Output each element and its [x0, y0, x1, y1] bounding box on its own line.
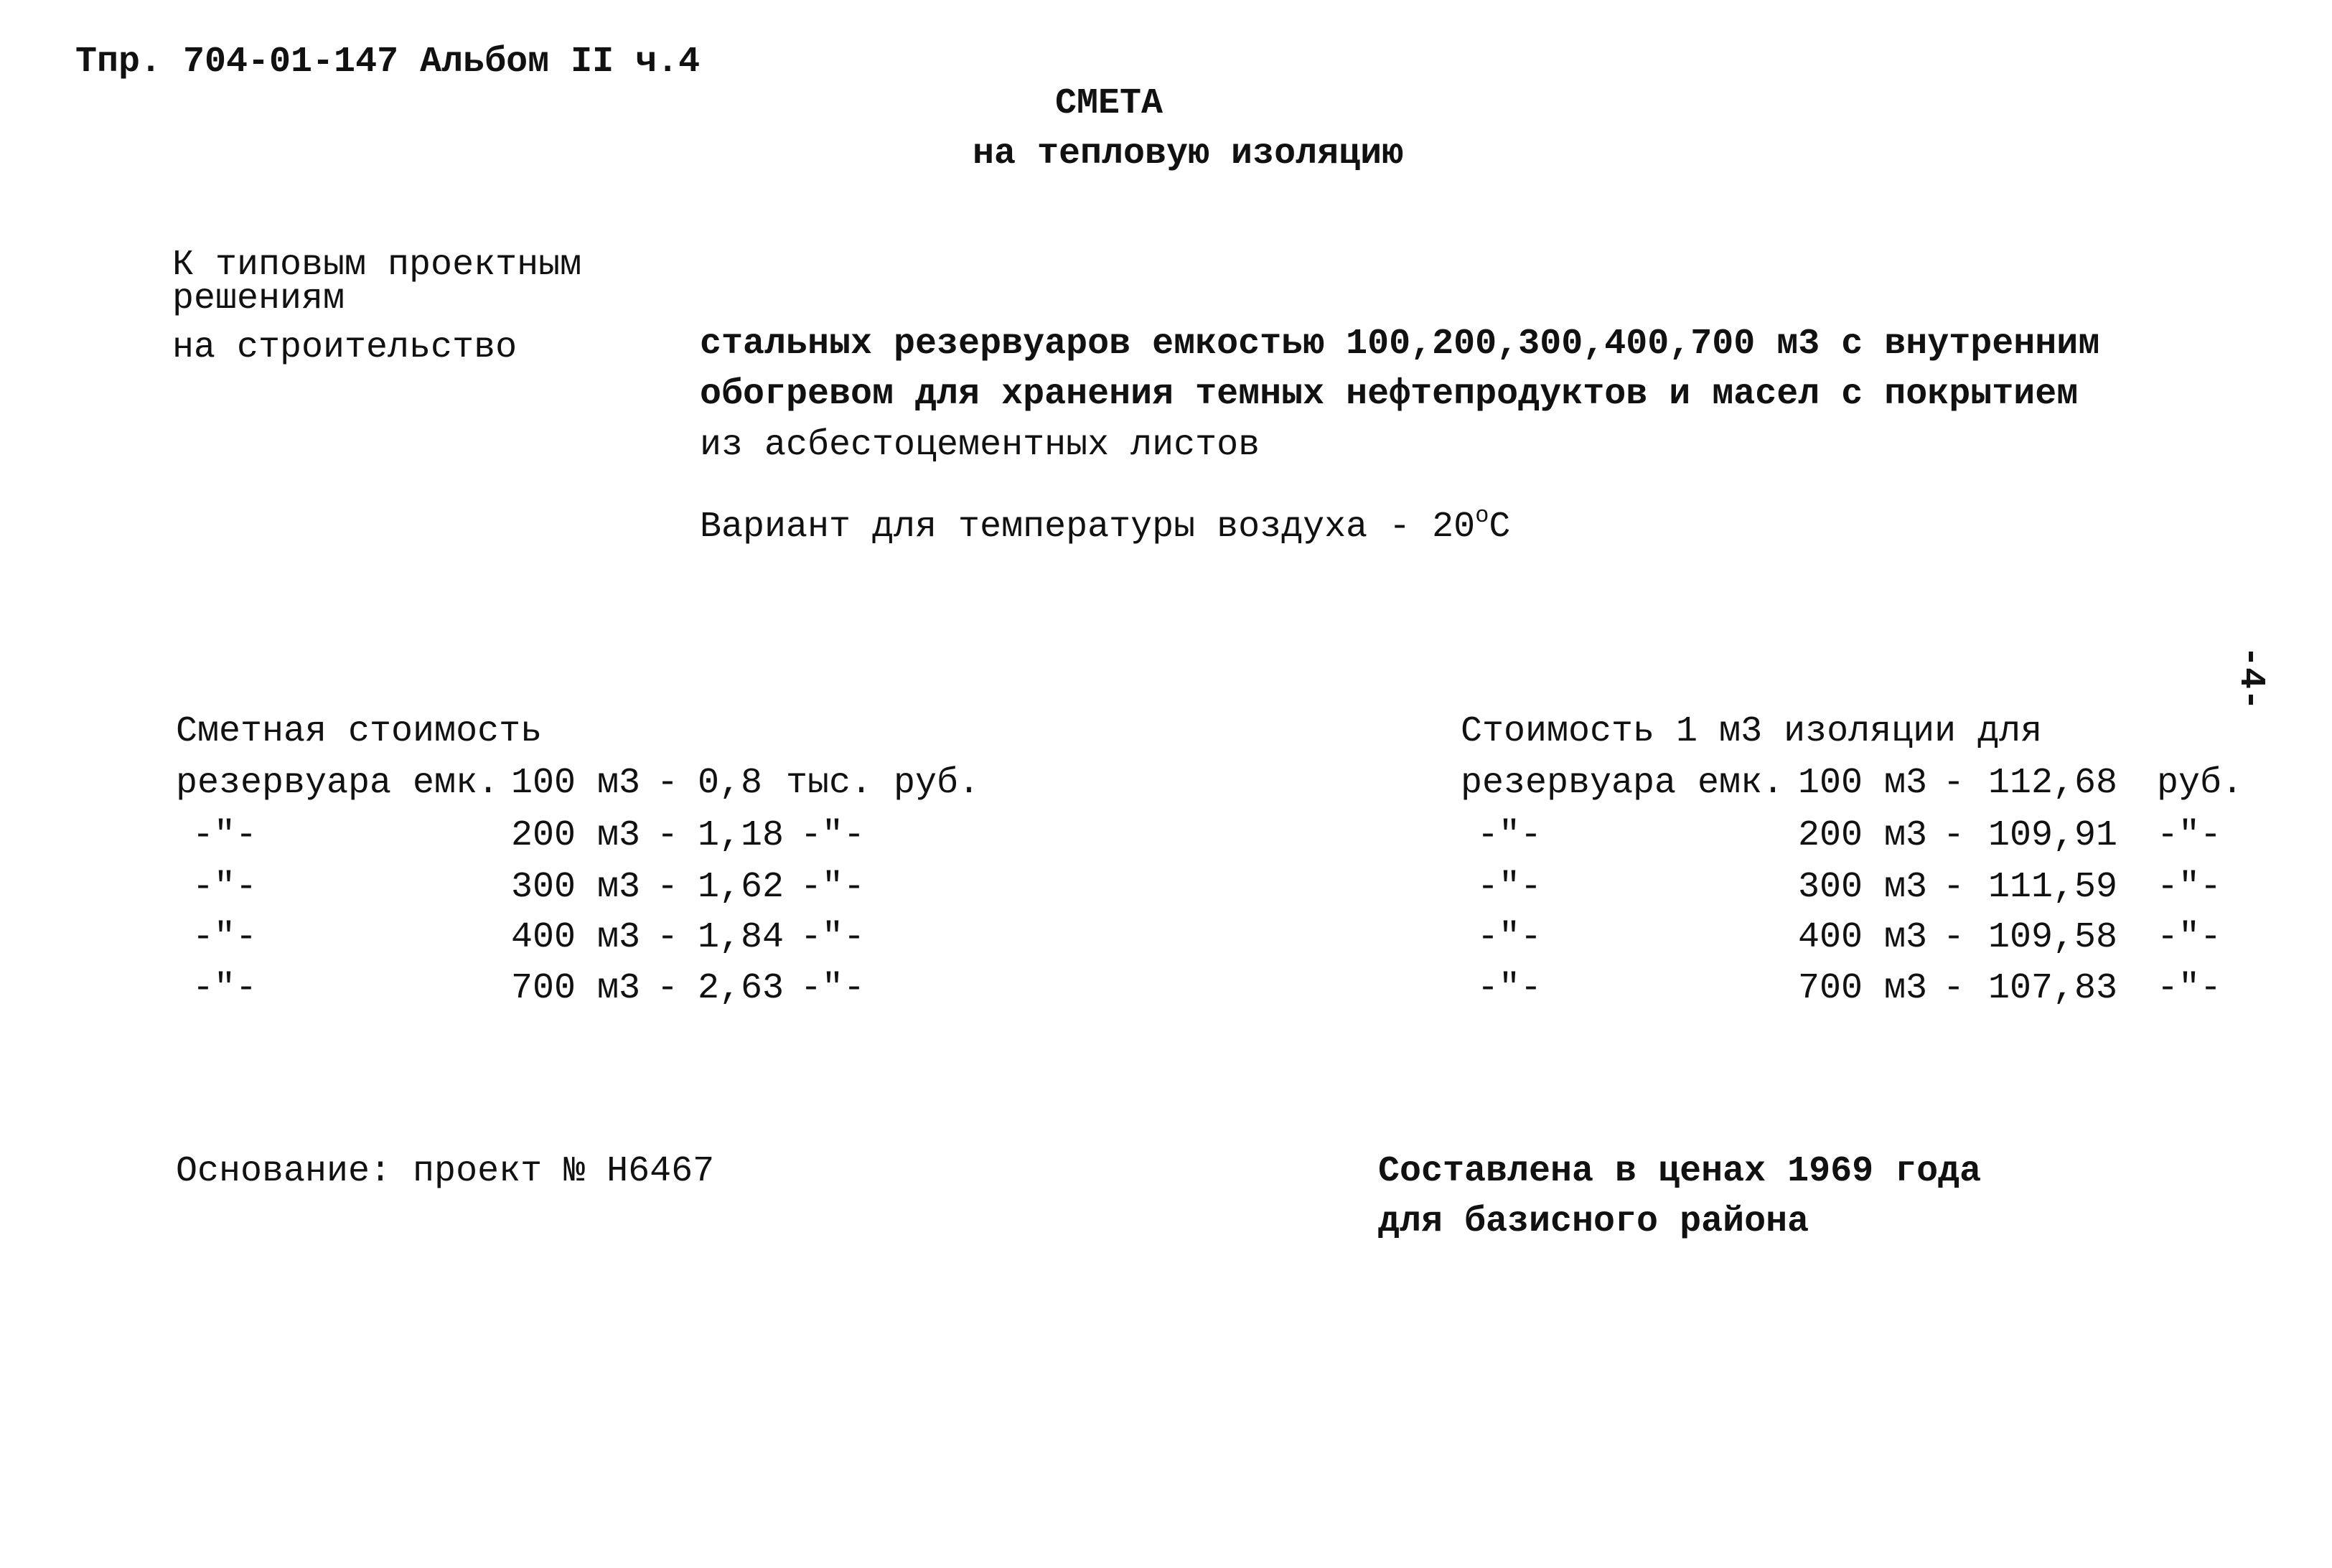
table-row-dash: -: [1943, 917, 1965, 958]
table-row-value: 2,63: [698, 968, 785, 1009]
table-row-unit: -"-: [2157, 815, 2222, 856]
table-row-dash: -: [657, 867, 679, 908]
table-row-value: 112,68: [1988, 763, 2118, 804]
table-row-value: 1,84: [698, 917, 785, 958]
table-row-unit: -"-: [800, 867, 866, 908]
table-row-volume: 100 м3: [511, 763, 641, 804]
table-row-dash: -: [1943, 867, 1965, 908]
table-row-value: 111,59: [1988, 867, 2118, 908]
table-row-unit: тыс. руб.: [786, 763, 980, 804]
table-row-unit: -"-: [2157, 968, 2222, 1009]
table-row-unit: -"-: [2157, 917, 2222, 958]
left-table-heading: Сметная стоимость: [176, 711, 543, 752]
table-row-dash: -: [657, 968, 679, 1009]
temperature-variant: [700, 502, 1511, 548]
table-row-unit: -"-: [800, 917, 866, 958]
intro-description-line3: из асбестоцементных листов: [700, 425, 1260, 466]
table-row-label: резервуара емк.: [176, 763, 500, 804]
table-row-label: резервуара емк.: [1461, 763, 1784, 804]
table-row-unit: -"-: [800, 968, 866, 1009]
table-row-value: 1,62: [698, 867, 785, 908]
table-row-unit: -"-: [800, 815, 866, 856]
table-row-volume: 700 м3: [511, 968, 641, 1009]
document-subtitle: на тепловую изоляцию: [973, 133, 1404, 174]
table-row-label: -"-: [1477, 867, 1542, 908]
table-row-label: -"-: [192, 867, 258, 908]
variant-prefix: Вариант для температуры воздуха - 20: [700, 507, 1476, 548]
table-row-dash: -: [1943, 815, 1965, 856]
prices-note-line1: Составлена в ценах 1969 года: [1378, 1151, 1982, 1192]
table-row-value: 0,8: [698, 763, 763, 804]
table-row-unit: -"-: [2157, 867, 2222, 908]
basis-note: Основание: проект № Н6467: [176, 1151, 715, 1192]
table-row-label: -"-: [192, 968, 258, 1009]
prices-note-line2: для базисного района: [1378, 1201, 1809, 1242]
table-row-value: 109,91: [1988, 815, 2118, 856]
table-row-value: 109,58: [1988, 917, 2118, 958]
intro-label-line2: решениям: [172, 278, 345, 319]
document-title: СМЕТА: [1055, 83, 1163, 124]
table-row-volume: 100 м3: [1798, 763, 1928, 804]
intro-description-line2: обогревом для хранения темных нефтепродуктов и масел с покрытием: [700, 374, 2079, 415]
page-number: -4-: [2230, 645, 2272, 711]
document-reference: Тпр. 704-01-147 Альбом II ч.4: [75, 42, 701, 83]
intro-label-line1: К типовым проектным: [172, 245, 582, 286]
variant-unit: С: [1489, 507, 1511, 548]
table-row-volume: 300 м3: [1798, 867, 1928, 908]
table-row-value: 107,83: [1988, 968, 2118, 1009]
table-row-dash: -: [1943, 968, 1965, 1009]
table-row-dash: -: [657, 763, 679, 804]
table-row-label: -"-: [192, 815, 258, 856]
table-row-volume: 700 м3: [1798, 968, 1928, 1009]
table-row-volume: 400 м3: [511, 917, 641, 958]
table-row-dash: -: [1943, 763, 1965, 804]
table-row-dash: -: [657, 815, 679, 856]
table-row-label: -"-: [1477, 968, 1542, 1009]
degree-sign: о: [1475, 502, 1489, 529]
table-row-label: -"-: [1477, 917, 1542, 958]
table-row-volume: 300 м3: [511, 867, 641, 908]
table-row-dash: -: [657, 917, 679, 958]
table-row-volume: 200 м3: [1798, 815, 1928, 856]
intro-description-line1: стальных резервуаров емкостью 100,200,300,400,700 м3 с внутренним: [700, 324, 2100, 365]
table-row-label: -"-: [1477, 815, 1542, 856]
right-table-heading: Стоимость 1 м3 изоляции для: [1461, 711, 2043, 752]
table-row-unit: руб.: [2157, 763, 2244, 804]
table-row-volume: 400 м3: [1798, 917, 1928, 958]
intro-label-line3: на строительство: [172, 327, 518, 368]
table-row-value: 1,18: [698, 815, 785, 856]
table-row-label: -"-: [192, 917, 258, 958]
table-row-volume: 200 м3: [511, 815, 641, 856]
